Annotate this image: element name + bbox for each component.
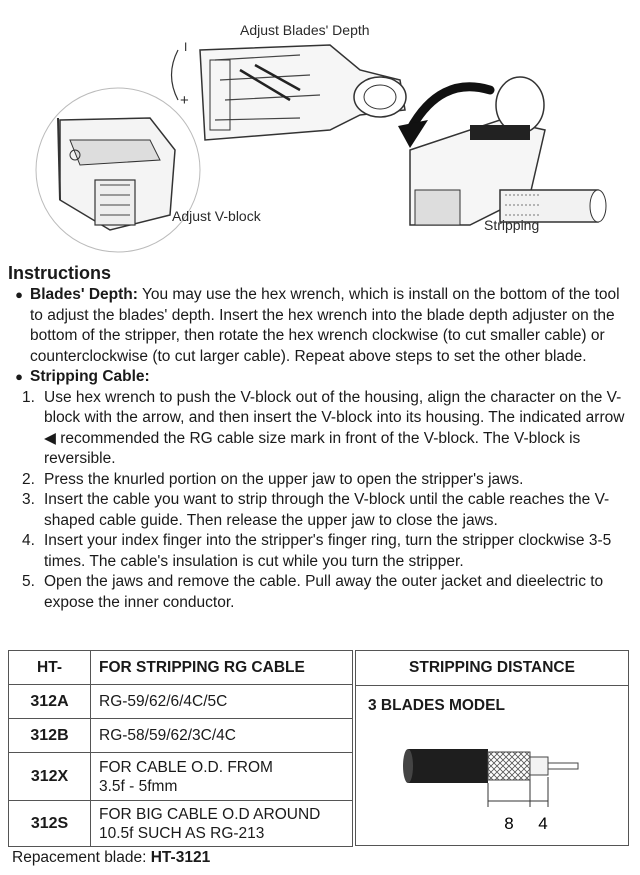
cable-conductor	[548, 763, 578, 769]
stripping-label: Stripping	[484, 217, 540, 233]
stripper-top-drawing	[200, 45, 406, 140]
replacement-part: HT-3121	[150, 849, 211, 866]
desc-cell: RG-58/59/62/3C/4C	[91, 719, 353, 753]
model-spec-table	[8, 650, 353, 847]
desc-cell: FOR CABLE O.D. FROM 3.5f - 5fmm	[91, 753, 353, 801]
product-illustration	[0, 0, 640, 262]
stripping-distance-box	[355, 650, 629, 846]
model-cell: 312X	[9, 753, 91, 801]
stripping-cable-label: Stripping Cable:	[30, 368, 150, 385]
step-item: 3. Insert the cable you want to strip through the V-block until the cable reaches the V-shaped cable guide. Then release the upper jaw to close the jaws.	[22, 491, 610, 529]
table-row	[9, 801, 353, 847]
dim-b-label: 4	[538, 814, 548, 833]
blades-depth-item	[8, 285, 636, 367]
stripping-cable-item	[8, 367, 636, 388]
stripping-distance-title: STRIPPING DISTANCE	[409, 659, 575, 676]
step-item: 2. Press the knurled portion on the upper jaw to open the stripper's jaws.	[22, 470, 524, 488]
table-row	[9, 719, 353, 753]
model-cell: 312S	[9, 801, 91, 847]
stripper-drawing	[0, 0, 640, 262]
desc-cell: FOR BIG CABLE O.D AROUND 10.5f SUCH AS RG-213	[91, 801, 353, 847]
blades-depth-label: Blades' Depth:	[30, 286, 138, 303]
table-header-row	[9, 651, 353, 685]
blades-depth-text: You may use the hex wrench, which is install on the bottom of the tool to adjust the blades' depth. Insert the hex wrench into the blade depth adjuster on the bottom of the stripper, then rotate the hex wrench clockwise (to cut smaller cable) or counterclockwise (to cut larger cable). Repeat above steps to set the other blade.	[30, 286, 620, 365]
adjust-vblock-label: Adjust V-block	[172, 208, 261, 224]
step-item: 5. Open the jaws and remove the cable. Pull away the outer jacket and dieelectric to expose the inner conductor.	[22, 573, 604, 611]
cable-jacket	[408, 749, 488, 783]
header-desc: FOR STRIPPING RG CABLE	[91, 651, 353, 685]
table-row	[9, 685, 353, 719]
replacement-blade-line	[12, 848, 210, 868]
model-cell: 312A	[9, 685, 91, 719]
cable-dielectric	[530, 757, 548, 775]
dim-a-label: 8	[504, 814, 514, 833]
step-item: 1. Use hex wrench to push the V-block out of the housing, align the character on the V-block with the arrow, and then insert the V-block into its housing. The indicated arrow ◀ recommended the RG cable size mark in front of the V-block. The V-block is reversible.	[22, 388, 625, 467]
stripping-steps	[22, 388, 636, 614]
blades-model-label: 3 BLADES MODEL	[368, 697, 505, 714]
model-cell: 312B	[9, 719, 91, 753]
minus-sign: I	[184, 40, 188, 54]
replacement-label: Repacement blade:	[12, 849, 147, 866]
instructions-title: Instructions	[8, 263, 112, 283]
instructions-section	[8, 262, 636, 613]
cable-diagram	[356, 721, 628, 841]
header-model: HT-	[9, 651, 91, 685]
table-row	[9, 753, 353, 801]
plus-sign: +	[180, 92, 189, 109]
desc-cell: RG-59/62/6/4C/5C	[91, 685, 353, 719]
cable-braid	[488, 752, 530, 780]
bullet-icon: ●	[15, 369, 23, 384]
vblock-zoom-drawing	[36, 88, 200, 252]
step-item: 4. Insert your index finger into the stripper's finger ring, turn the stripper clockwise 3-5 times. The cable's insulation is cut while you turn the stripper.	[22, 532, 612, 570]
bullet-icon: ●	[15, 287, 23, 302]
adjust-depth-label: Adjust Blades' Depth	[240, 22, 370, 38]
